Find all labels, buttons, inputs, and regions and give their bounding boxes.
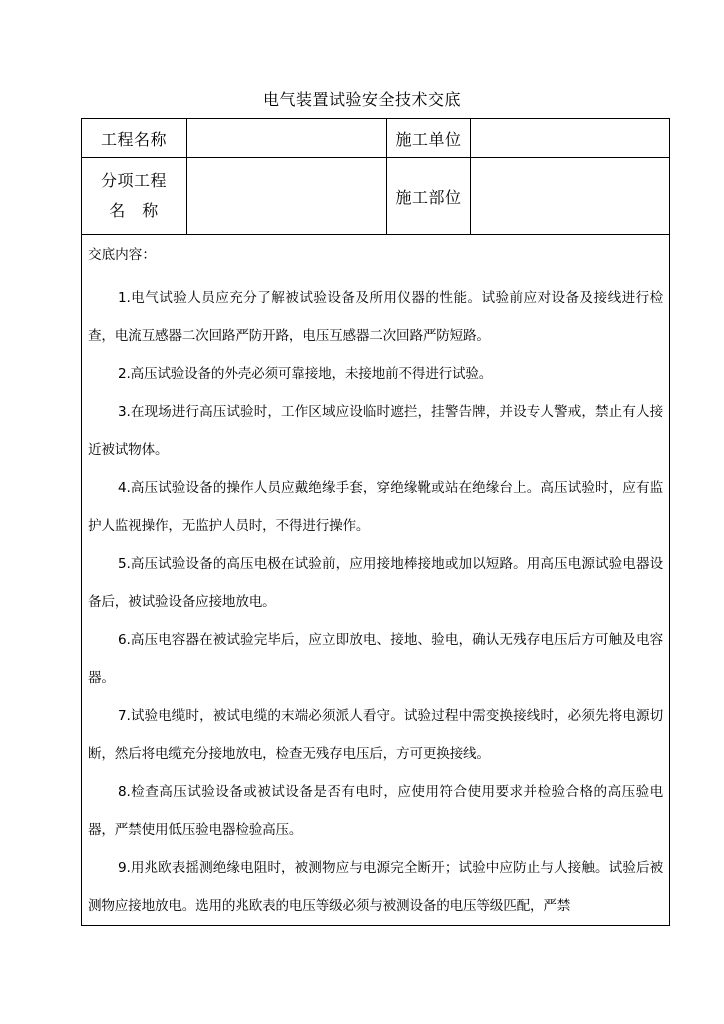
content-item-5: 5.高压试验设备的高压电极在试验前，应用接地棒接地或加以短路。用高压电源试验电器设备后，被试验设备应接地放电。	[88, 556, 663, 610]
construction-unit-value[interactable]	[471, 119, 670, 158]
content-item-4: 4.高压试验设备的操作人员应戴绝缘手套，穿绝缘靴或站在绝缘台上。高压试验时，应有监护人监视操作，无监护人员时，不得进行操作。	[88, 480, 663, 534]
project-name-value[interactable]	[187, 119, 387, 158]
construction-unit-label: 施工单位	[387, 119, 471, 158]
construction-part-label: 施工部位	[387, 158, 471, 235]
content-item-1: 1.电气试验人员应充分了解被试验设备及所用仪器的性能。试验前应对设备及接线进行检查，电流互感器二次回路严防开路，电压互感器二次回路严防短路。	[88, 290, 663, 344]
disclosure-content	[82, 235, 670, 926]
content-row	[82, 235, 670, 926]
content-heading: 交底内容：	[88, 247, 156, 263]
subproject-name-value[interactable]	[187, 158, 387, 235]
content-item-8: 8.检查高压试验设备或被试设备是否有电时，应使用符合使用要求并检验合格的高压验电器，严禁使用低压验电器检验高压。	[88, 784, 663, 838]
content-item-6: 6.高压电容器在被试验完毕后，应立即放电、接地、验电，确认无残存电压后方可触及电容器。	[88, 632, 663, 686]
project-name-row	[82, 119, 670, 158]
subproject-label-line1: 分项工程	[100, 171, 167, 190]
content-item-7: 7.试验电缆时，被试电缆的末端必须派人看守。试验过程中需变换接线时，必须先将电源切断，然后将电缆充分接地放电，检查无残存电压后，方可更换接线。	[88, 708, 663, 762]
subproject-label-line2: 名 称	[109, 201, 159, 220]
project-name-label: 工程名称	[82, 119, 187, 158]
content-item-9: 9.用兆欧表摇测绝缘电阻时，被测物应与电源完全断开；试验中应防止与人接触。试验后被测物应接地放电。选用的兆欧表的电压等级必须与被测设备的电压等级匹配，严禁	[88, 860, 663, 914]
subproject-name-label	[82, 158, 187, 235]
content-item-3: 3.在现场进行高压试验时，工作区域应设临时遮拦，挂警告牌，并设专人警戒，禁止有人接近被试物体。	[88, 404, 663, 458]
subproject-row	[82, 158, 670, 235]
content-item-2: 2.高压试验设备的外壳必须可靠接地，未接地前不得进行试验。	[118, 366, 493, 382]
document-title: 电气装置试验安全技术交底	[262, 90, 461, 109]
disclosure-form-table	[81, 118, 670, 926]
construction-part-value[interactable]	[471, 158, 670, 235]
